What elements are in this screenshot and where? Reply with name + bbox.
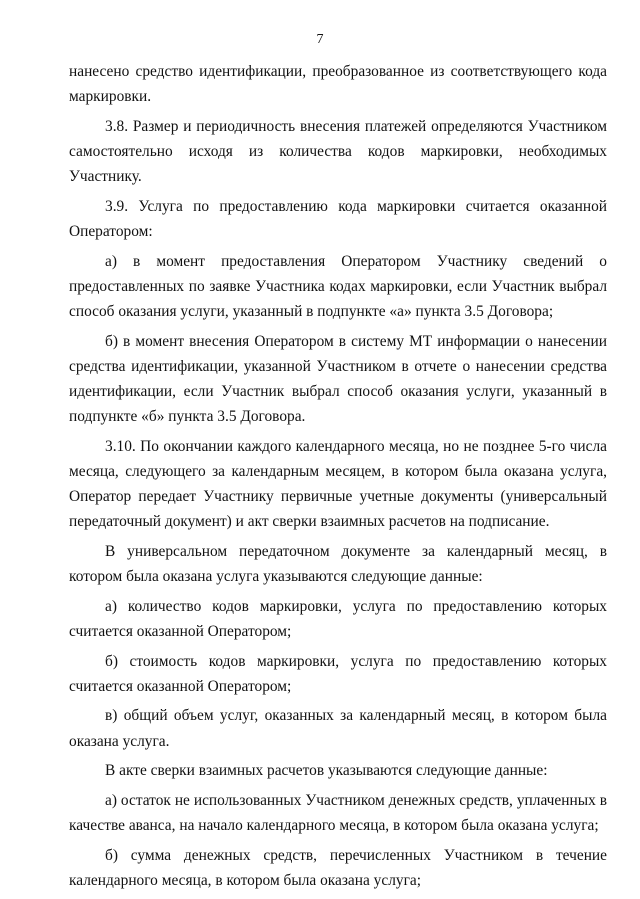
paragraph-upd-intro: В универсальном передаточном документе за календарный месяц, в котором была оказана услуга указываются следующие данные: — [69, 543, 607, 586]
paragraph-upd-b: б) стоимость кодов маркировки, услуга по предоставлению которых считается оказанной Оператором; — [69, 652, 607, 695]
paragraph-3-9: 3.9. Услуга по предоставлению кода маркировки считается оказанной Оператором: — [69, 197, 607, 240]
paragraph-upd-c: в) общий объем услуг, оказанных за календарный месяц, в котором была оказана услуга. — [69, 707, 607, 750]
paragraph-3-9-b: б) в момент внесения Оператором в систему МТ информации о нанесении средства идентификации, указанной Участником в отчете о нанесении средства идентификации, если Участник выбрал способ оказания услуги, указанный в подпункте «б» пункта 3.5 Договора. — [69, 332, 607, 426]
paragraph-continuation: нанесено средство идентификации, преобразованное из соответствующего кода маркировки. — [69, 63, 607, 106]
paragraph-3-10: 3.10. По окончании каждого календарного месяца, но не позднее 5-го числа месяца, следующего за календарным месяцем, в котором была оказана услуга, Оператор передает Участнику первичные учетные документы (универсальный передаточный документ) и акт сверки взаимных расчетов на подписание. — [69, 437, 607, 531]
document-body — [69, 59, 607, 897]
paragraph-3-8: 3.8. Размер и периодичность внесения платежей определяются Участником самостоятельно исходя из количества кодов маркировки, необходимых Участнику. — [69, 117, 607, 186]
paragraph-act-a: а) остаток не использованных Участником денежных средств, уплаченных в качестве аванса, на начало календарного месяца, в котором была оказана услуга; — [69, 791, 607, 834]
paragraph-3-9-a: а) в момент предоставления Оператором Участнику сведений о предоставленных по заявке Участника кодах маркировки, если Участник выбрал способ оказания услуги, указанный в подпункте «а» пункта 3.5 Договора; — [69, 252, 607, 320]
page-number: 7 — [316, 32, 324, 47]
paragraph-act-intro: В акте сверки взаимных расчетов указываются следующие данные: — [105, 762, 548, 780]
paragraph-act-b: б) сумма денежных средств, перечисленных Участником в течение календарного месяца, в котором была оказана услуга; — [69, 846, 607, 889]
paragraph-upd-a: а) количество кодов маркировки, услуга по предоставлению которых считается оказанной Оператором; — [69, 597, 607, 640]
